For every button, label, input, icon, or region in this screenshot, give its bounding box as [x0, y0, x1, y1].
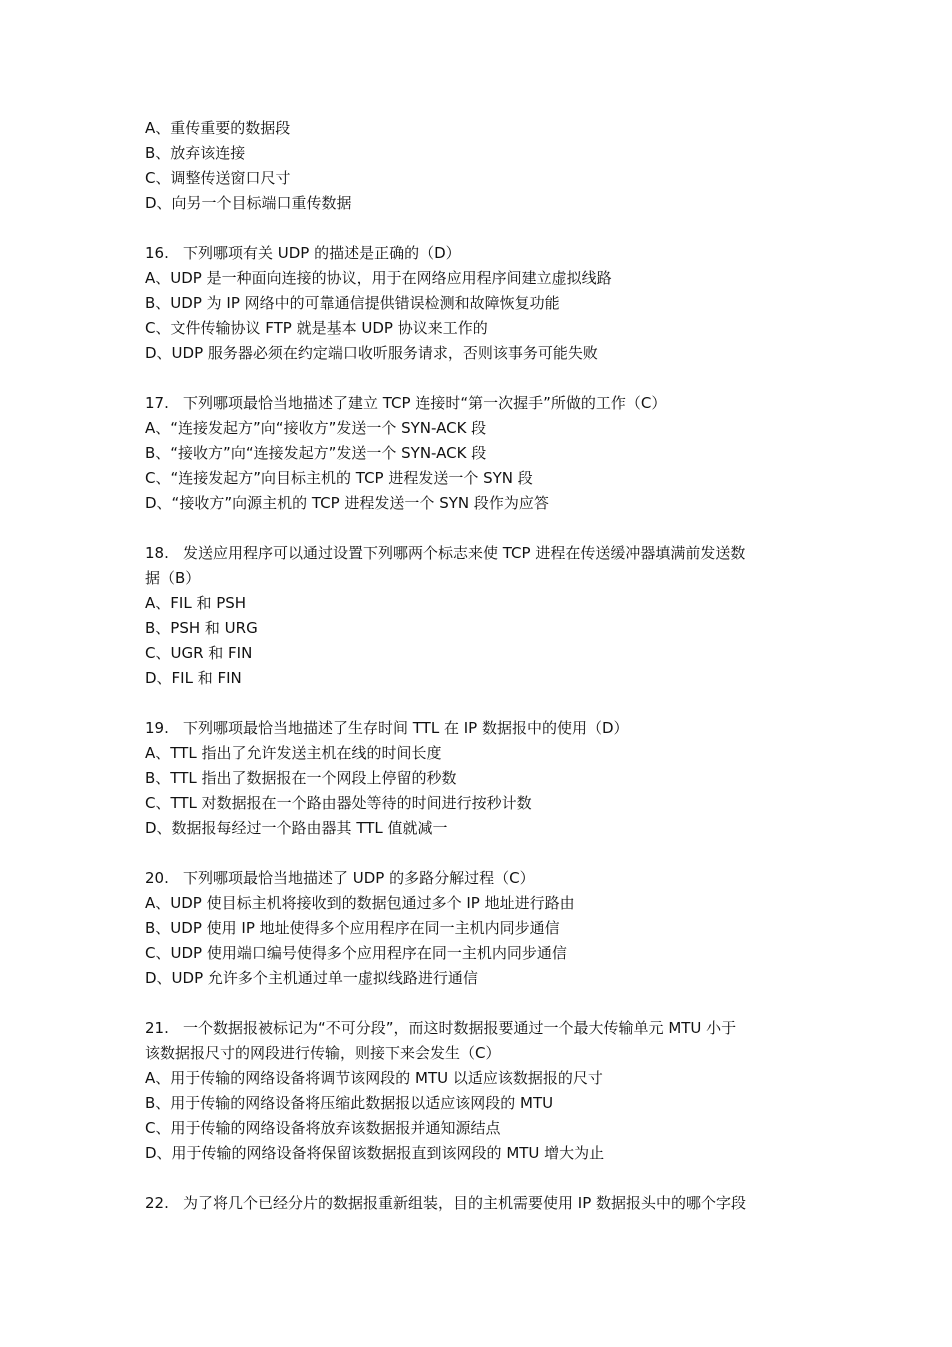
option-b: B、UDP 使用 IP 地址使得多个应用程序在同一主机内同步通信	[145, 919, 560, 937]
question-number: 16.	[145, 244, 169, 262]
option-c: C、UDP 使用端口编号使得多个应用程序在同一主机内同步通信	[145, 944, 567, 962]
question-number: 20.	[145, 869, 169, 887]
question-title	[145, 716, 815, 741]
option-d: D、UDP 允许多个主机通过单一虚拟线路进行通信	[145, 969, 478, 987]
option-b: B、“接收方”向“连接发起方”发送一个 SYN-ACK 段	[145, 444, 487, 462]
option-a: A、用于传输的网络设备将调节该网段的 MTU 以适应该数据报的尺寸	[145, 1069, 603, 1087]
question-text: 为了将几个已经分片的数据报重新组装，目的主机需要使用 IP 数据报头中的哪个字段	[183, 1194, 747, 1212]
question-title	[145, 866, 815, 891]
lead-options	[145, 116, 815, 216]
question-20	[145, 866, 815, 991]
option-b: B、UDP 为 IP 网络中的可靠通信提供错误检测和故障恢复功能	[145, 294, 560, 312]
question-16	[145, 241, 815, 366]
question-number: 17.	[145, 394, 169, 412]
option-b: B、PSH 和 URG	[145, 619, 258, 637]
question-18	[145, 541, 815, 691]
question-text: 一个数据报被标记为“不可分段”，而这时数据报要通过一个最大传输单元 MTU 小于	[183, 1019, 737, 1037]
option-d: D、UDP 服务器必须在约定端口收听服务请求，否则该事务可能失败	[145, 344, 598, 362]
option-a: A、UDP 使目标主机将接收到的数据包通过多个 IP 地址进行路由	[145, 894, 575, 912]
option-b: B、TTL 指出了数据报在一个网段上停留的秒数	[145, 769, 457, 787]
option-d: D、“接收方”向源主机的 TCP 进程发送一个 SYN 段作为应答	[145, 494, 549, 512]
option-c: C、“连接发起方”向目标主机的 TCP 进程发送一个 SYN 段	[145, 469, 533, 487]
option-c: C、TTL 对数据报在一个路由器处等待的时间进行按秒计数	[145, 794, 532, 812]
question-text: 下列哪项最恰当地描述了 UDP 的多路分解过程（C）	[183, 869, 535, 887]
option-a: A、TTL 指出了允许发送主机在线的时间长度	[145, 744, 442, 762]
option-b: B、用于传输的网络设备将压缩此数据报以适应该网段的 MTU	[145, 1094, 554, 1112]
question-number: 19.	[145, 719, 169, 737]
option-d: D、数据报每经过一个路由器其 TTL 值就减一	[145, 819, 448, 837]
question-number: 18.	[145, 544, 169, 562]
document-content	[145, 116, 815, 1241]
option-c: C、用于传输的网络设备将放弃该数据报并通知源结点	[145, 1119, 501, 1137]
option-a: A、UDP 是一种面向连接的协议，用于在网络应用程序间建立虚拟线路	[145, 269, 612, 287]
question-title	[145, 391, 815, 416]
question-text: 下列哪项有关 UDP 的描述是正确的（D）	[183, 244, 461, 262]
question-text: 发送应用程序可以通过设置下列哪两个标志来使 TCP 进程在传送缓冲器填满前发送数	[183, 544, 746, 562]
question-text: 下列哪项最恰当地描述了建立 TCP 连接时“第一次握手”所做的工作（C）	[183, 394, 667, 412]
option-d: D、向另一个目标端口重传数据	[145, 194, 352, 212]
question-title	[145, 541, 815, 566]
question-title	[145, 1191, 815, 1216]
question-text-continued: 该数据报尺寸的网段进行传输，则接下来会发生（C）	[145, 1044, 501, 1062]
option-c: C、UGR 和 FIN	[145, 644, 253, 662]
option-a: A、“连接发起方”向“接收方”发送一个 SYN-ACK 段	[145, 419, 487, 437]
question-19	[145, 716, 815, 841]
question-title	[145, 241, 815, 266]
question-text-continued: 据（B）	[145, 569, 201, 587]
question-number: 22.	[145, 1194, 169, 1212]
option-d: D、FIL 和 FIN	[145, 669, 242, 687]
option-a: A、FIL 和 PSH	[145, 594, 247, 612]
question-title	[145, 1016, 815, 1041]
option-a: A、重传重要的数据段	[145, 119, 291, 137]
question-text: 下列哪项最恰当地描述了生存时间 TTL 在 IP 数据报中的使用（D）	[183, 719, 629, 737]
question-17	[145, 391, 815, 516]
question-22	[145, 1191, 815, 1216]
option-c: C、文件传输协议 FTP 就是基本 UDP 协议来工作的	[145, 319, 488, 337]
option-d: D、用于传输的网络设备将保留该数据报直到该网段的 MTU 增大为止	[145, 1144, 605, 1162]
question-21	[145, 1016, 815, 1166]
option-b: B、放弃该连接	[145, 144, 246, 162]
option-c: C、调整传送窗口尺寸	[145, 169, 291, 187]
question-number: 21.	[145, 1019, 169, 1037]
